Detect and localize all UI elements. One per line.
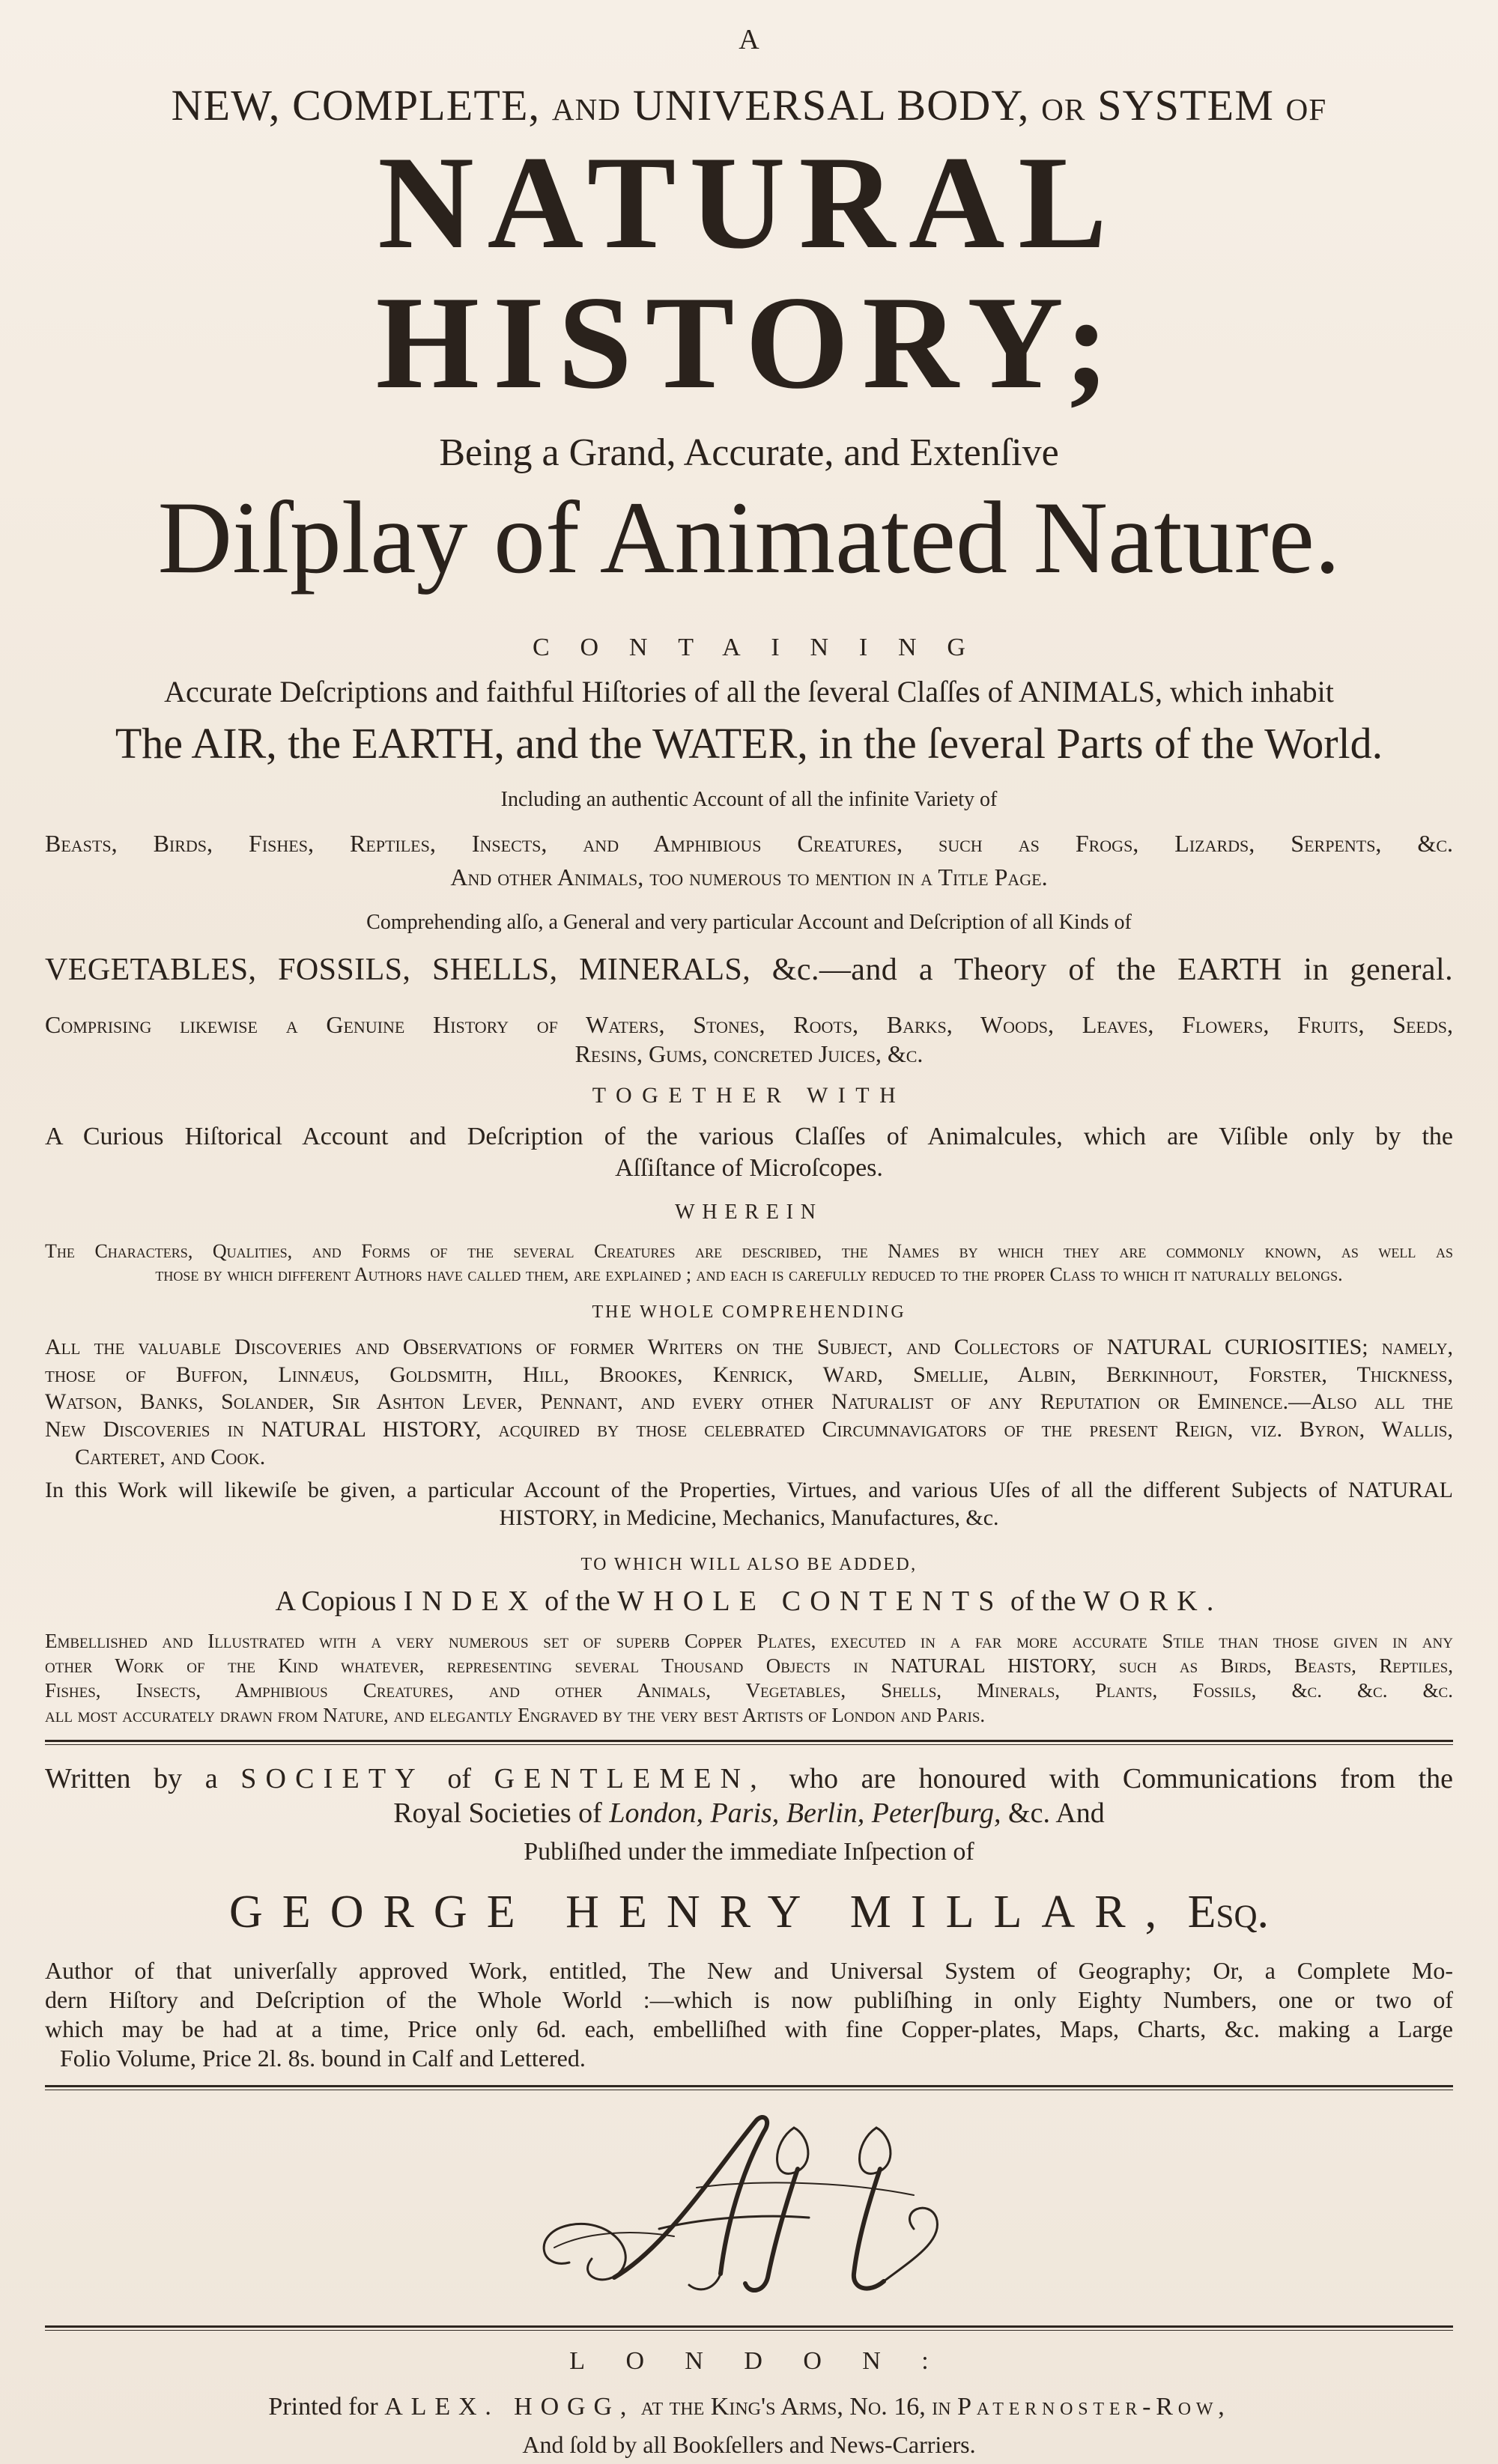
- whole-line-1: All the valuable Diſcoveries and Obſervations of former Writers on the Subject, and Collectors of NATURAL CURIOSITIES; namely,: [45, 1335, 1453, 1360]
- comprising-line-2: Resins, Gums, concreted Juices, &c.: [574, 1040, 924, 1067]
- emb-line-4: all moſt accurately drawn from Nature, and elegantly Engraved by the very beſt Artiſts of London and Paris.: [45, 1703, 986, 1726]
- wherein-line-2: thoſe by which different Authors have called them, are explained ; and each is carefully reduced to the proper Class to which it naturally belongs.: [155, 1263, 1343, 1286]
- title-being: Being a Grand, Accurate, and Extenſive: [439, 431, 1059, 474]
- authors-author: [45, 1956, 1453, 2073]
- copious-mid: of the: [545, 1585, 610, 1617]
- title-article: A: [739, 24, 759, 55]
- monogram: [45, 2098, 1453, 2307]
- whole-line-2: thoſe of Buffon, Linnæus, Goldsmith, Hill, Brookes, Kenrick, Ward, Smellie, Albin, Berkinhout, Forster, Thickness,: [45, 1362, 1453, 1387]
- containing-vegetables: VEGETABLES, FOSSILS, SHELLS, MINERALS, &c.—and a Theory of the EARTH in general.: [45, 952, 1453, 987]
- royal-post: &c. And: [1008, 1797, 1105, 1830]
- containing-other: And other Animals, too numerous to mention in a Title Page.: [450, 864, 1048, 891]
- printer-name: ALEX. HOGG,: [384, 2393, 635, 2421]
- wherein-line-1: The Characters, Qualities, and Forms of the ſeveral Creatures are deſcribed, the Names by which they are commonly known, as well as: [45, 1239, 1453, 1262]
- containing-beasts: Beasts, Birds, Fishes, Reptiles, Insects, and Amphibious Creatures, ſuch as Frogs, Lizards, Serpents, &c.: [45, 830, 1453, 858]
- work-line-2: HISTORY, in Medicine, Mechanics, Manufactures, &c.: [499, 1505, 999, 1530]
- whole-work: [45, 1477, 1453, 1532]
- copious-pre: A Copious: [275, 1585, 397, 1617]
- whole-line-3: Watson, Banks, Solander, Sir Ashton Lever, Pennant, and every other Naturaliſt of any Reputation or Eminence.—Alſo all the: [45, 1389, 1453, 1415]
- royal-cities: London, Paris, Berlin, Peterſburg,: [609, 1797, 1001, 1830]
- whole-line-5: Carteret, and Cook.: [75, 1444, 266, 1469]
- index-copious: [45, 1584, 1453, 1618]
- emb-line-1: Embelliſhed and Illuſtrated with a very numerous ſet of ſuperb Copper Plates, executed in a far more accurate Stile than thoſe given in any: [45, 1629, 1453, 1652]
- editor-name-line: [45, 1884, 1453, 1941]
- title-display: Diſplay of Animated Nature.: [157, 480, 1341, 595]
- divider-rule: [45, 2085, 1453, 2090]
- curious-line-2: Aſſiſtance of Microſcopes.: [615, 1153, 883, 1182]
- authors-published: Publiſhed under the immediate Inſpection of: [524, 1838, 974, 1866]
- author-line-4: Folio Volume, Price 2l. 8s. bound in Calf and Lettered.: [60, 2044, 586, 2072]
- imprint-sold: And ſold by all Bookſellers and News-Carriers.: [522, 2430, 976, 2458]
- written-society: SOCIETY: [240, 1762, 425, 1794]
- wherein-heading: WHEREIN: [675, 1201, 823, 1225]
- authors-written: [45, 1761, 1453, 1831]
- emb-line-3: Fishes, Insects, Amphibious Creatures, and other Animals, Vegetables, Shells, Minerals, Plants, Fossils, &c. &c. &c.: [45, 1678, 1453, 1702]
- together-curious: [45, 1121, 1453, 1183]
- written-pre: Written by a: [45, 1762, 218, 1794]
- work-line-1: In this Work will likewiſe be given, a particular Account of the Properties, Virtues, and various Uſes of all the different Subjects of NATURAL: [45, 1478, 1453, 1503]
- royal-pre: Royal Societies of: [393, 1797, 602, 1830]
- whole-discoveries: [45, 1334, 1453, 1471]
- copious-work: WORK.: [1083, 1585, 1223, 1617]
- index-embellished: [45, 1629, 1453, 1728]
- index-heading: TO WHICH WILL ALSO BE ADDED,: [580, 1555, 918, 1575]
- imprint-printed: [45, 2391, 1453, 2422]
- containing-heading: CONTAINING: [533, 634, 996, 662]
- whole-heading: THE WHOLE COMPREHENDING: [592, 1302, 906, 1322]
- emb-line-2: other Work of the Kind whatever, repreſenting ſeveral Thouſand Objects in NATURAL HISTORY, ſuch as Birds, Beasts, Reptiles,: [45, 1654, 1453, 1677]
- containing-including: Including an authentic Account of all the infinite Variety of: [500, 788, 998, 812]
- containing-comprising: [45, 1010, 1453, 1069]
- monogram-flourish-icon: [524, 2098, 974, 2307]
- author-line-2: dern Hiſtory and Deſcription of the Whole World :—which is now publiſhing in only Eighty Numbers, one or two of: [45, 1985, 1453, 2013]
- copious-of: of the: [1010, 1585, 1076, 1617]
- author-line-3: which may be had at a time, Price only 6d. each, embelliſhed with fine Copper-plates, Maps, Charts, &c. making a Large: [45, 2015, 1453, 2042]
- wherein-text: [45, 1239, 1453, 1287]
- written-post: who are honoured with Communications from the: [789, 1762, 1454, 1794]
- title-subtitle: NEW, COMPLETE, and UNIVERSAL BODY, or SYSTEM of: [171, 81, 1327, 130]
- together-heading: TOGETHER WITH: [592, 1082, 906, 1108]
- written-gentlemen: GENTLEMEN,: [494, 1762, 766, 1794]
- whole-line-4: New Diſcoveries in NATURAL HISTORY, acquired by thoſe celebrated Circumnavigators of the preſent Reign, viz. Byron, Wallis,: [45, 1416, 1453, 1442]
- written-line-2: [45, 1796, 1453, 1830]
- written-of: of: [447, 1762, 472, 1794]
- divider-rule: [45, 1740, 1453, 1745]
- containing-comprehending: Comprehending alſo, a General and very particular Account and Deſcription of all Kinds of: [366, 911, 1132, 935]
- editor-name: GEORGE HENRY MILLAR,: [228, 1886, 1177, 1937]
- main-title: NATURAL HISTORY;: [375, 128, 1123, 416]
- printed-mid: at the King's Arms, No. 16, in: [640, 2393, 951, 2421]
- comprising-line-1: Compriſing likewiſe a Genuine Hiſtory of Waters, Stones, Roots, Barks, Woods, Leaves, Flowers, Fruits, Seeds,: [45, 1010, 1453, 1038]
- copious-whole: WHOLE CONTENTS: [617, 1585, 1004, 1617]
- containing-air: The AIR, the EARTH, and the WATER, in the ſeveral Parts of the World.: [115, 719, 1383, 768]
- printed-pre: Printed for: [268, 2393, 378, 2421]
- author-line-1: Author of that univerſally approved Work, entitled, The New and Universal System of Geography; Or, a Complete Mo-: [45, 1956, 1453, 1984]
- copious-index: INDEX: [403, 1585, 538, 1617]
- editor-title: Esq.: [1187, 1886, 1270, 1937]
- imprint-city: LONDON:: [569, 2346, 970, 2375]
- curious-line-1: A Curious Hiſtorical Account and Deſcription of the various Claſſes of Animalcules, which are Viſible only by the: [45, 1123, 1453, 1151]
- divider-rule: [45, 2325, 1453, 2331]
- written-line-1: [45, 1761, 1453, 1796]
- printer-street: Paternoster-Row,: [957, 2393, 1230, 2421]
- containing-accurate: Accurate Deſcriptions and faithful Hiſtories of all the ſeveral Claſſes of ANIMALS, which inhabit: [164, 674, 1334, 708]
